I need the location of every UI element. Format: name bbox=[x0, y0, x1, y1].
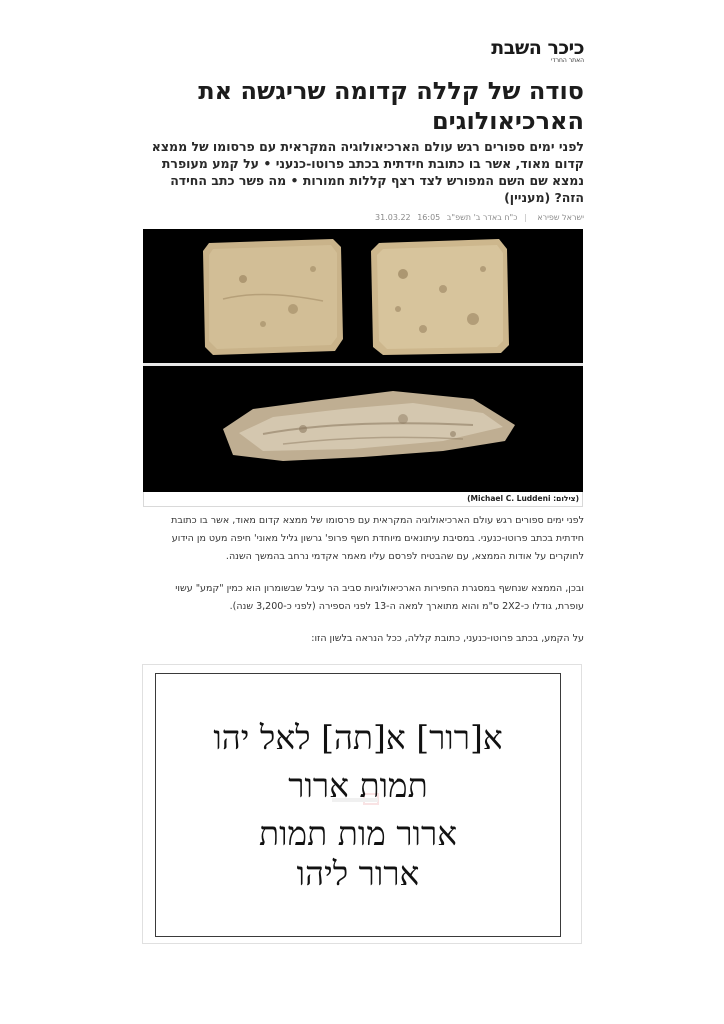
article-photo[interactable] bbox=[143, 229, 583, 492]
article-subtitle: לפני ימים ספורים רגש עולם הארכיאולוגיה המקראית עם פרסומו של ממצא קדום מאוד, אשר בו כתובת חידתית בכתב פרוטו-כנעני • על קמע מעופרת נמצא שם השם המפורש לצד רצף קללות חמורות • מה פשר כתב החידה הזה? (מעניין) bbox=[151, 139, 584, 205]
article-headline: סודה של קללה קדומה שריגשה את הארכיאולוגים bbox=[198, 77, 584, 135]
article-paragraph-2: ובכן, הממצא שנחשף במסגרת החפירות הארכיאולוגיות סביב הר עיבל שבשומרון הוא כמין "קמע" עשוי עופרת, גודלו כ-2X2 ס"מ והוא מתוארך למאה ה-13 לפני הספירה (לפני כ-3,200 שנה). bbox=[175, 583, 584, 612]
inscription-line-4: ארור ליהו bbox=[296, 854, 420, 893]
lead-tablet-image bbox=[143, 229, 583, 492]
logo-tagline: האתר החרדי bbox=[550, 57, 584, 64]
publish-time: 16:05 bbox=[417, 213, 441, 222]
inscription-frame bbox=[155, 673, 561, 937]
author-name[interactable]: ישראל שפירא bbox=[537, 213, 584, 222]
meta-separator: | bbox=[524, 213, 527, 222]
article-meta bbox=[144, 212, 584, 224]
logo-wordmark: כיכר השבת bbox=[491, 37, 584, 59]
photo-credit: (צילום: Michael C. Luddeni) bbox=[143, 492, 583, 507]
inscription-line-2: תמות ארור bbox=[288, 766, 428, 805]
hebrew-date: כ"ח באדר ב' תשפ"ב bbox=[446, 213, 518, 222]
article-paragraph-3: על הקמע, בכתב פרוטו-כנעני, כתובת קללה, ככל הנראה בלשון הזו: bbox=[311, 633, 584, 644]
inscription-line-1: א[רור] א[תה] לאל יהו bbox=[213, 718, 503, 757]
site-logo[interactable] bbox=[480, 38, 584, 64]
article-paragraph-1: לפני ימים ספורים רגש עולם הארכיאולוגיה המקראית עם פרסומו של ממצא קדום מאוד, אשר בו כתובת חידתית בכתב פרוטו-כנעני. במסיבת עיתונאים מיוחדת חשף פרופ' גרשון גליל מאוני' חיפה מעט מן הידוע לחוקרים על אודות הממצא, עם שהבטיח לפרסם עליו מאמר אקדמי נרחב בהמשך השנה. bbox=[171, 515, 584, 562]
publish-date: 31.03.22 bbox=[375, 213, 411, 222]
inscription-figure bbox=[142, 664, 582, 944]
inscription-line-3: ארור מות תמות bbox=[258, 814, 458, 853]
